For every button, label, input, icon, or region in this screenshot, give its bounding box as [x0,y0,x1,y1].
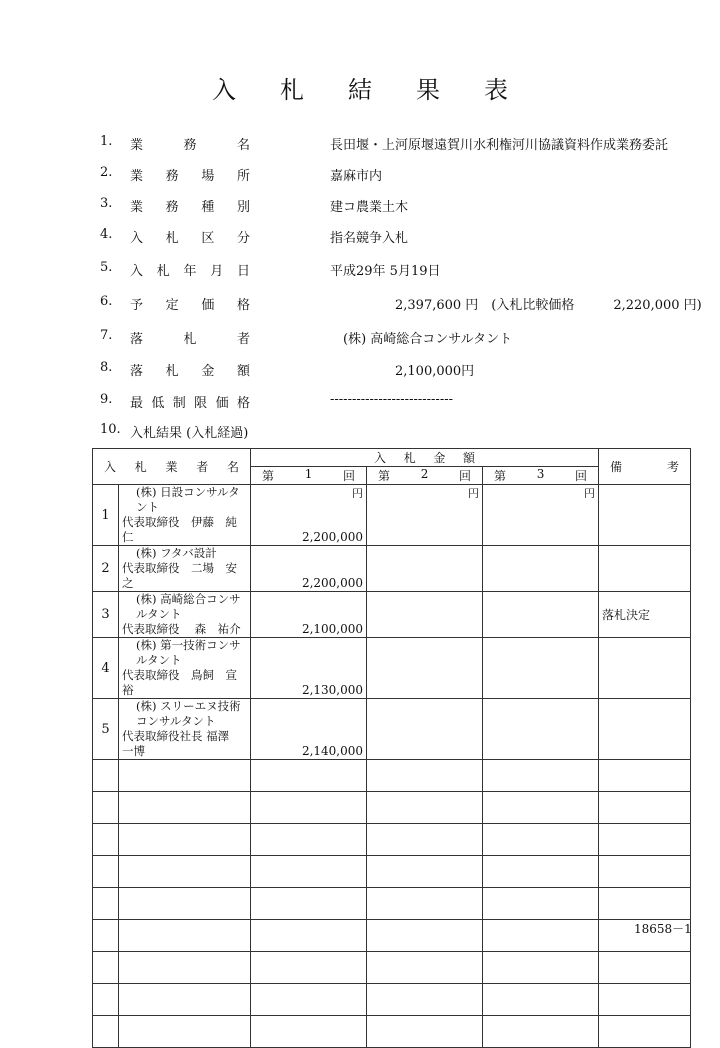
bidder-name [119,888,251,920]
title-char: 果 [416,76,440,104]
item-number: 10. [100,422,121,437]
header-char: 入 [374,451,387,465]
label-char: 年 [183,264,197,279]
item-label [130,360,250,379]
label-char: 格 [236,396,250,411]
page-title [0,70,720,105]
remarks-cell [599,699,691,760]
header-char: 3 [536,467,545,481]
table-row [93,699,691,760]
label-char: 札 [165,231,179,246]
round-3-amount [483,888,599,920]
round-3-amount [483,546,599,592]
round-3-amount [483,699,599,760]
round-1-amount [251,984,367,1016]
item-value: 建コ農業土木 [330,200,409,215]
header-char: 第 [262,469,275,483]
bidder-name [119,1016,251,1048]
item-label [130,260,250,279]
row-index: 3 [93,592,119,638]
item-value: ---------------------------- [330,392,453,407]
bidder-name [119,592,251,638]
amount-value: 2,100,000 [301,622,364,636]
label-char: 業 [130,138,144,153]
bidder-name [119,638,251,699]
remarks-cell: 落札決定 [599,592,691,638]
header-char: 回 [575,469,588,483]
item-number: 5. [100,260,113,275]
label-char: 所 [236,169,250,184]
title-char: 札 [280,76,304,104]
bidder-representative: 代表取締役 二場 安之 [122,561,237,590]
bidder-header [93,449,251,485]
round-1-amount [251,952,367,984]
label-char: 落 [130,364,144,379]
label-char: 業 [130,200,144,215]
round-3-amount [483,856,599,888]
round-3-amount [483,592,599,638]
bidder-name [119,760,251,792]
item-number: 2. [100,165,113,180]
table-row [93,546,691,592]
table-row [93,888,691,920]
item-number: 4. [100,227,113,242]
amount-value: 2,200,000 [301,576,364,590]
round-2-amount [367,920,483,952]
round-1-amount [251,638,367,699]
row-index [93,856,119,888]
bidder-name [119,856,251,888]
bidder-representative: 代表取締役 森 祐介 [122,622,241,636]
round-2-amount [367,592,483,638]
round-2-amount [367,699,483,760]
label-char: 予 [130,298,144,313]
bidder-company: (株) フタバ設計 [136,546,217,560]
bidder-name [119,824,251,856]
bidder-company: (株) スリーエヌ技術コンサルタント [136,699,241,728]
round-2-amount [367,638,483,699]
header-char: 入 [104,460,117,474]
row-index [93,760,119,792]
round-2-amount [367,546,483,592]
label-char: 定 [165,298,179,313]
label-char: 入札結果 (入札経過) [130,426,249,441]
remarks-cell [599,1016,691,1048]
table-row [93,856,691,888]
item-label [130,328,250,347]
bidder-name [119,792,251,824]
item-number: 9. [100,392,113,407]
item-number: 1. [100,134,113,149]
label-char: 低 [151,396,165,411]
title-char: 結 [348,76,372,104]
round-2-amount [367,888,483,920]
bidder-name [119,952,251,984]
label-char: 額 [236,364,250,379]
label-char: 落 [130,332,144,347]
round-3-amount [483,984,599,1016]
remarks-cell [599,760,691,792]
bidder-name [119,485,251,546]
item-number: 8. [100,360,113,375]
round-3-amount [483,920,599,952]
round-1-amount [251,546,367,592]
label-char: 限 [194,396,208,411]
label-char: 最 [130,396,144,411]
row-index [93,984,119,1016]
round-2-amount [367,485,483,546]
bidder-name [119,920,251,952]
bidder-company: (株) 高崎総合コンサルタント [136,592,241,621]
table-row [93,485,691,546]
table-row [93,824,691,856]
header-char: 回 [342,469,355,483]
round-1-header [251,467,367,485]
bidder-representative: 代表取締役社長 福澤 一博 [122,729,241,758]
item-value: 平成29年 5月19日 [330,264,441,279]
remarks-cell [599,792,691,824]
round-3-amount [483,760,599,792]
label-char: 業 [130,169,144,184]
round-3-amount [483,952,599,984]
header-char: 考 [667,460,680,474]
page-number: 18658－1 [634,922,692,936]
header-char: 札 [134,460,147,474]
round-3-amount [483,792,599,824]
bid-results-table [92,448,691,1048]
header-char: 金 [433,451,446,465]
round-1-amount [251,888,367,920]
table-row [93,792,691,824]
item-value: 指名競争入札 [330,231,409,246]
header-char: 回 [458,469,471,483]
round-1-amount [251,856,367,888]
round-2-amount [367,952,483,984]
table-row [93,638,691,699]
remarks-cell [599,485,691,546]
row-index: 1 [93,485,119,546]
item-value: 嘉麻市内 [330,169,383,184]
remarks-cell [599,952,691,984]
bidder-representative: 代表取締役 鳥飼 宣裕 [122,668,237,697]
round-2-amount [367,760,483,792]
remarks-cell [599,824,691,856]
label-char: 者 [236,332,250,347]
label-char: 務 [183,138,197,153]
remarks-cell [599,638,691,699]
round-1-amount [251,792,367,824]
round-2-amount [367,1016,483,1048]
row-index [93,920,119,952]
round-3-amount [483,1016,599,1048]
bidder-representative: 代表取締役 伊藤 純仁 [122,515,237,544]
label-char: 金 [201,364,215,379]
remarks-cell [599,984,691,1016]
item-number: 3. [100,196,113,211]
item-value: 長田堰・上河原堰遠賀川水利権河川協議資料作成業務委託 [330,138,669,153]
item-number: 6. [100,294,113,309]
bidder-name [119,546,251,592]
bidder-company: (株) 第一技術コンサルタント [136,638,241,667]
label-char: 務 [165,200,179,215]
amount-value: 2,200,000 [301,530,364,544]
amount-header [251,449,599,467]
label-char: 札 [156,264,170,279]
item-value: (株) 高崎総合コンサルタント [330,332,513,347]
round-3-amount [483,824,599,856]
item-label [130,196,250,215]
label-char: 務 [165,169,179,184]
round-2-header [367,467,483,485]
header-char: 名 [227,460,240,474]
round-1-amount [251,1016,367,1048]
header-char: 1 [304,467,313,481]
item-label [130,134,250,153]
item-label [130,227,250,246]
yen-unit: 円 [468,487,480,500]
header-char: 備 [610,460,623,474]
table-row [93,952,691,984]
remarks-header [599,449,691,485]
bidder-company: (株) 日設コンサルタント [136,485,240,514]
table-row [93,760,691,792]
header-char: 額 [463,451,476,465]
round-1-amount [251,485,367,546]
round-3-header [483,467,599,485]
row-index [93,824,119,856]
round-1-amount [251,592,367,638]
remarks-cell [599,856,691,888]
amount-value: 2,130,000 [301,683,364,697]
row-index: 5 [93,699,119,760]
row-index [93,888,119,920]
round-1-amount [251,699,367,760]
title-char: 表 [484,76,508,104]
item-label [130,165,250,184]
label-char: 種 [201,200,215,215]
label-char: 区 [201,231,215,246]
bidder-name [119,699,251,760]
header-char: 者 [196,460,209,474]
row-index [93,792,119,824]
row-index: 4 [93,638,119,699]
round-1-amount [251,760,367,792]
label-char: 価 [201,298,215,313]
row-index [93,952,119,984]
round-2-amount [367,792,483,824]
label-char: 入 [130,264,144,279]
label-char: 制 [172,396,186,411]
round-2-amount [367,984,483,1016]
bidder-name [119,984,251,1016]
label-char: 格 [236,298,250,313]
remarks-cell [599,546,691,592]
label-char: 別 [236,200,250,215]
header-char: 札 [403,451,416,465]
table-row [93,592,691,638]
round-1-amount [251,824,367,856]
label-char: 日 [236,264,250,279]
table-row [93,984,691,1016]
label-char: 分 [236,231,250,246]
label-char: 価 [215,396,229,411]
row-index [93,1016,119,1048]
round-2-amount [367,824,483,856]
round-2-amount [367,856,483,888]
yen-unit: 円 [352,487,364,500]
label-char: 名 [236,138,250,153]
item-label [130,422,250,441]
label-char: 札 [165,364,179,379]
round-1-amount [251,920,367,952]
label-char: 入 [130,231,144,246]
label-char: 場 [201,169,215,184]
yen-unit: 円 [584,487,596,500]
title-char: 入 [212,76,236,104]
header-char: 第 [378,469,391,483]
item-value: 2,100,000円 [330,364,475,379]
amount-value: 2,140,000 [301,744,364,758]
item-value: 2,397,600 円 (入札比較価格 2,220,000 円) [330,298,702,313]
table-row [93,1016,691,1048]
label-char: 月 [210,264,224,279]
table-row [93,920,691,952]
header-char: 業 [165,460,178,474]
item-number: 7. [100,328,113,343]
item-label [130,392,250,411]
row-index: 2 [93,546,119,592]
remarks-cell [599,888,691,920]
round-3-amount [483,485,599,546]
label-char: 札 [183,332,197,347]
header-char: 第 [494,469,507,483]
round-3-amount [483,638,599,699]
header-char: 2 [420,467,429,481]
item-label [130,294,250,313]
